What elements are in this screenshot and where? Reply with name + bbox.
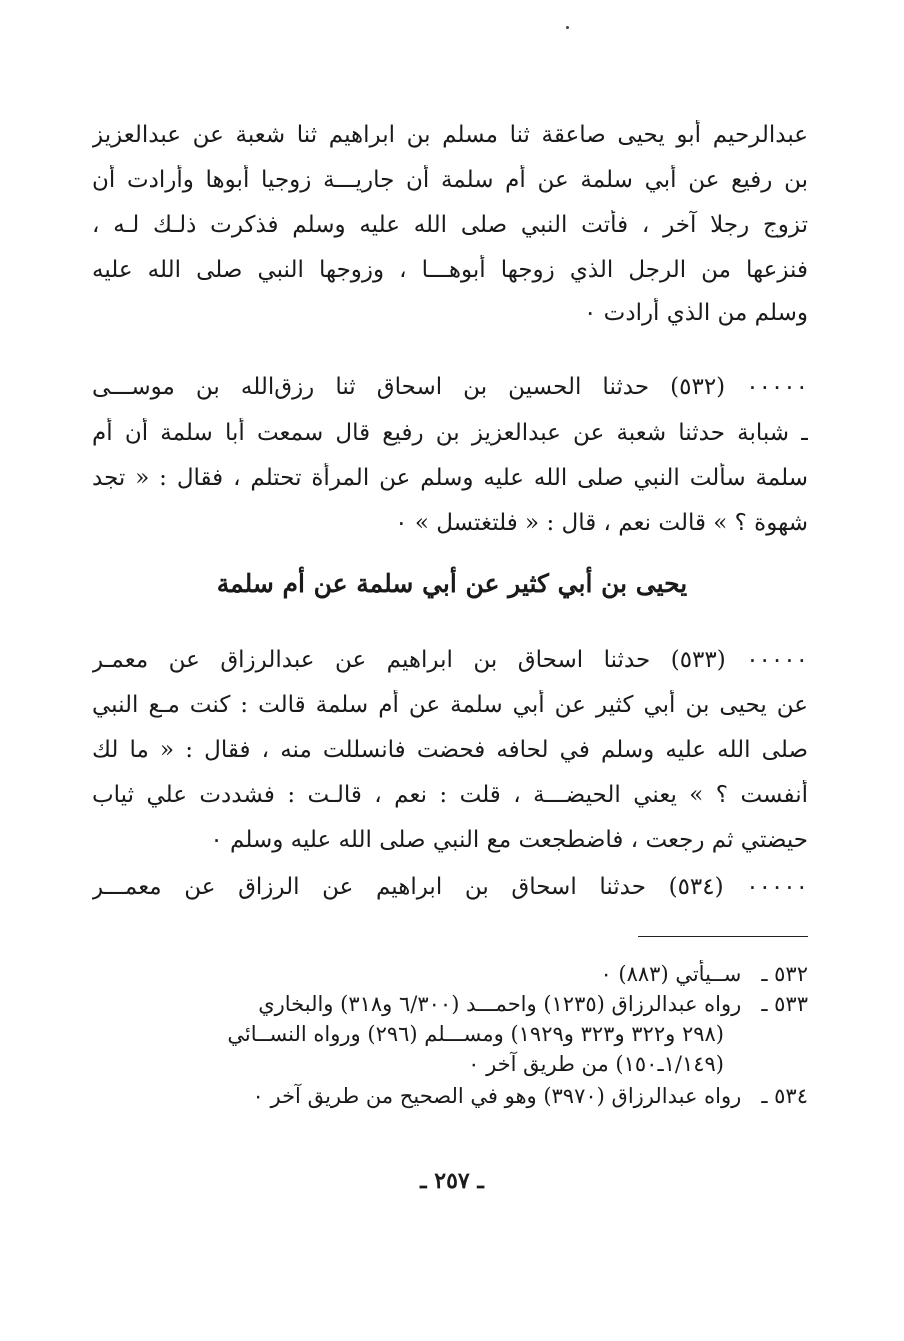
footnote-text: رواه عبدالرزاق (١٢٣٥) واحمـــد (٦/٣٠٠ و٣١٨) والبخاري bbox=[258, 992, 742, 1016]
page-number: ـ ٢٥٧ ـ bbox=[420, 1168, 484, 1194]
hadith-532-line: ٠٠٠٠٠ (٥٣٢) حدثنا الحسين بن اسحاق ثنا رزق‌الله بن موســـى bbox=[92, 374, 808, 400]
footnote-533 bbox=[92, 990, 808, 1018]
hadith-532-line: ـ شبابة حدثنا شعبة عن عبدالعزيز بن رفيع قال سمعت أبا سلمة أن أم bbox=[92, 420, 808, 446]
body-line: بن رفيع عن أبي سلمة عن أم سلمة أن جاريـــة زوجيا أبوها وأرادت أن bbox=[92, 167, 808, 193]
body-line: فنزعها من الرجل الذي زوجها أبوهـــا ، وزوجها النبي صلى الله عليه bbox=[92, 257, 808, 283]
body-line: تزوج رجلا آخر ، فأتت النبي صلى الله عليه وسلم فذكرت ذلـك لـه ، bbox=[92, 212, 808, 238]
footnote-534 bbox=[92, 1082, 808, 1110]
footnote-text: ســيأتي (٨٨٣) ٠ bbox=[600, 962, 742, 986]
hadith-532-line: سلمة سألت النبي صلى الله عليه وسلم عن المرأة تحتلم ، فقال : « تجد bbox=[92, 465, 808, 491]
hadith-533-line: عن يحيى بن أبي كثير عن أبي سلمة عن أم سلمة قالت : كنت مـع النبي bbox=[92, 692, 808, 718]
footnote-text: (١/١٤٩ـ١٥٠) من طريق آخر ٠ bbox=[468, 1052, 724, 1076]
hadith-534-line: ٠٠٠٠٠ (٥٣٤) حدثنا اسحاق بن ابراهيم عن الرزاق عن معمـــر bbox=[92, 874, 808, 900]
body-line: وسلم من الذي أرادت ٠ bbox=[584, 300, 808, 326]
hadith-533-line: ٠٠٠٠٠ (٥٣٣) حدثنا اسحاق بن ابراهيم عن عبدالرزاق عن معمـر bbox=[92, 647, 808, 673]
hadith-533-line: حيضتي ثم رجعت ، فاضطجعت مع النبي صلى الله عليه وسلم ٠ bbox=[210, 827, 808, 853]
section-heading: يحيى بن أبي كثير عن أبي سلمة عن أم سلمة bbox=[216, 569, 688, 598]
footnote-text: (٢٩٨ و٣٢٢ و٣٢٣ و١٩٢٩) ومســـلم (٢٩٦) ورواه النســائي bbox=[227, 1022, 724, 1046]
footnote-number: ٥٣٢ ـ bbox=[761, 962, 808, 986]
footnote-533-cont bbox=[92, 1050, 808, 1078]
hadith-533-line: أنفست ؟ » يعني الحيضـــة ، قلت : نعم ، قالـت : فشددت علي ثياب bbox=[92, 782, 808, 808]
scan-speck bbox=[566, 26, 569, 29]
footnote-532 bbox=[92, 960, 808, 988]
footnote-number: ٥٣٤ ـ bbox=[761, 1084, 808, 1108]
footnote-separator bbox=[638, 936, 808, 937]
hadith-532-line: شهوة ؟ » قالت نعم ، قال : « فلتغتسل » ٠ bbox=[395, 510, 808, 536]
footnote-number: ٥٣٣ ـ bbox=[761, 992, 808, 1016]
hadith-533-line: صلى الله عليه وسلم في لحافه فحضت فانسللت منه ، فقال : « ما لك bbox=[92, 737, 808, 763]
body-line: عبدالرحيم أبو يحيى صاعقة ثنا مسلم بن ابراهيم ثنا شعبة عن عبدالعزيز bbox=[92, 122, 808, 148]
footnote-text: رواه عبدالرزاق (٣٩٧٠) وهو في الصحيح من طريق آخر ٠ bbox=[252, 1084, 742, 1108]
footnote-533-cont bbox=[92, 1020, 808, 1048]
